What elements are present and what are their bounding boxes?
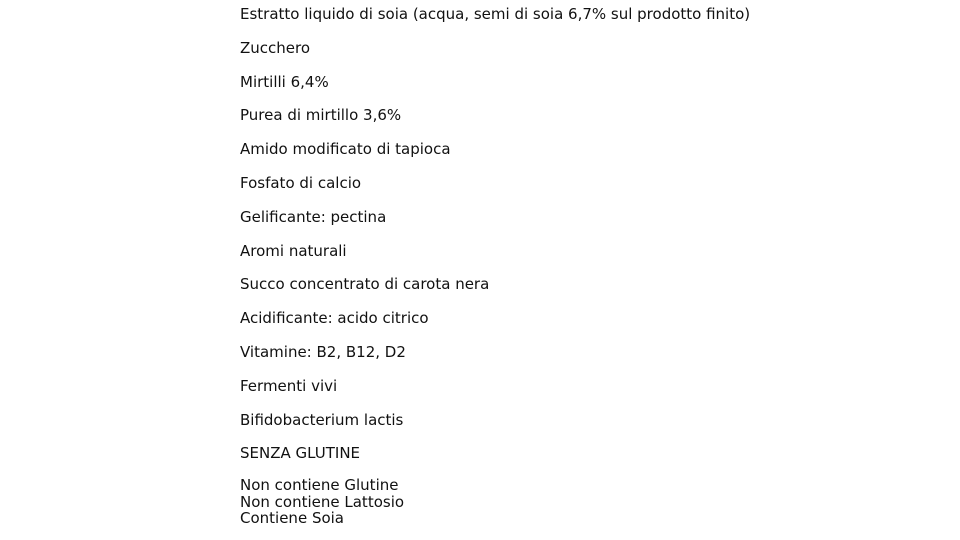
ingredient-line: Zucchero xyxy=(240,38,311,57)
allergen-notes xyxy=(240,477,940,527)
ingredient-line: Succo concentrato di carota nera xyxy=(240,275,490,294)
ingredient-line: Aromi naturali xyxy=(240,241,347,260)
ingredient-line: Purea di mirtillo 3,6% xyxy=(240,106,402,125)
ingredient-line: Fosfato di calcio xyxy=(240,173,362,192)
ingredients-document xyxy=(240,4,940,527)
ingredient-line: Amido modificato di tapioca xyxy=(240,140,451,159)
ingredient-line: Estratto liquido di soia (acqua, semi di soia 6,7% sul prodotto finito) xyxy=(240,5,751,23)
allergen-note: Non contiene Glutine xyxy=(240,476,399,495)
ingredient-line: Acidificante: acido citrico xyxy=(240,309,429,328)
ingredient-line: Mirtilli 6,4% xyxy=(240,72,329,91)
ingredient-line: Vitamine: B2, B12, D2 xyxy=(240,342,406,361)
ingredient-line: Gelificante: pectina xyxy=(240,207,387,226)
ingredient-line: Fermenti vivi xyxy=(240,376,338,395)
allergen-note: Non contiene Lattosio xyxy=(240,492,405,511)
ingredient-list xyxy=(240,4,940,463)
gluten-free-claim: SENZA GLUTINE xyxy=(240,444,361,463)
ingredient-line: Bifidobacterium lactis xyxy=(240,410,404,429)
allergen-note: Contiene Soia xyxy=(240,509,344,528)
